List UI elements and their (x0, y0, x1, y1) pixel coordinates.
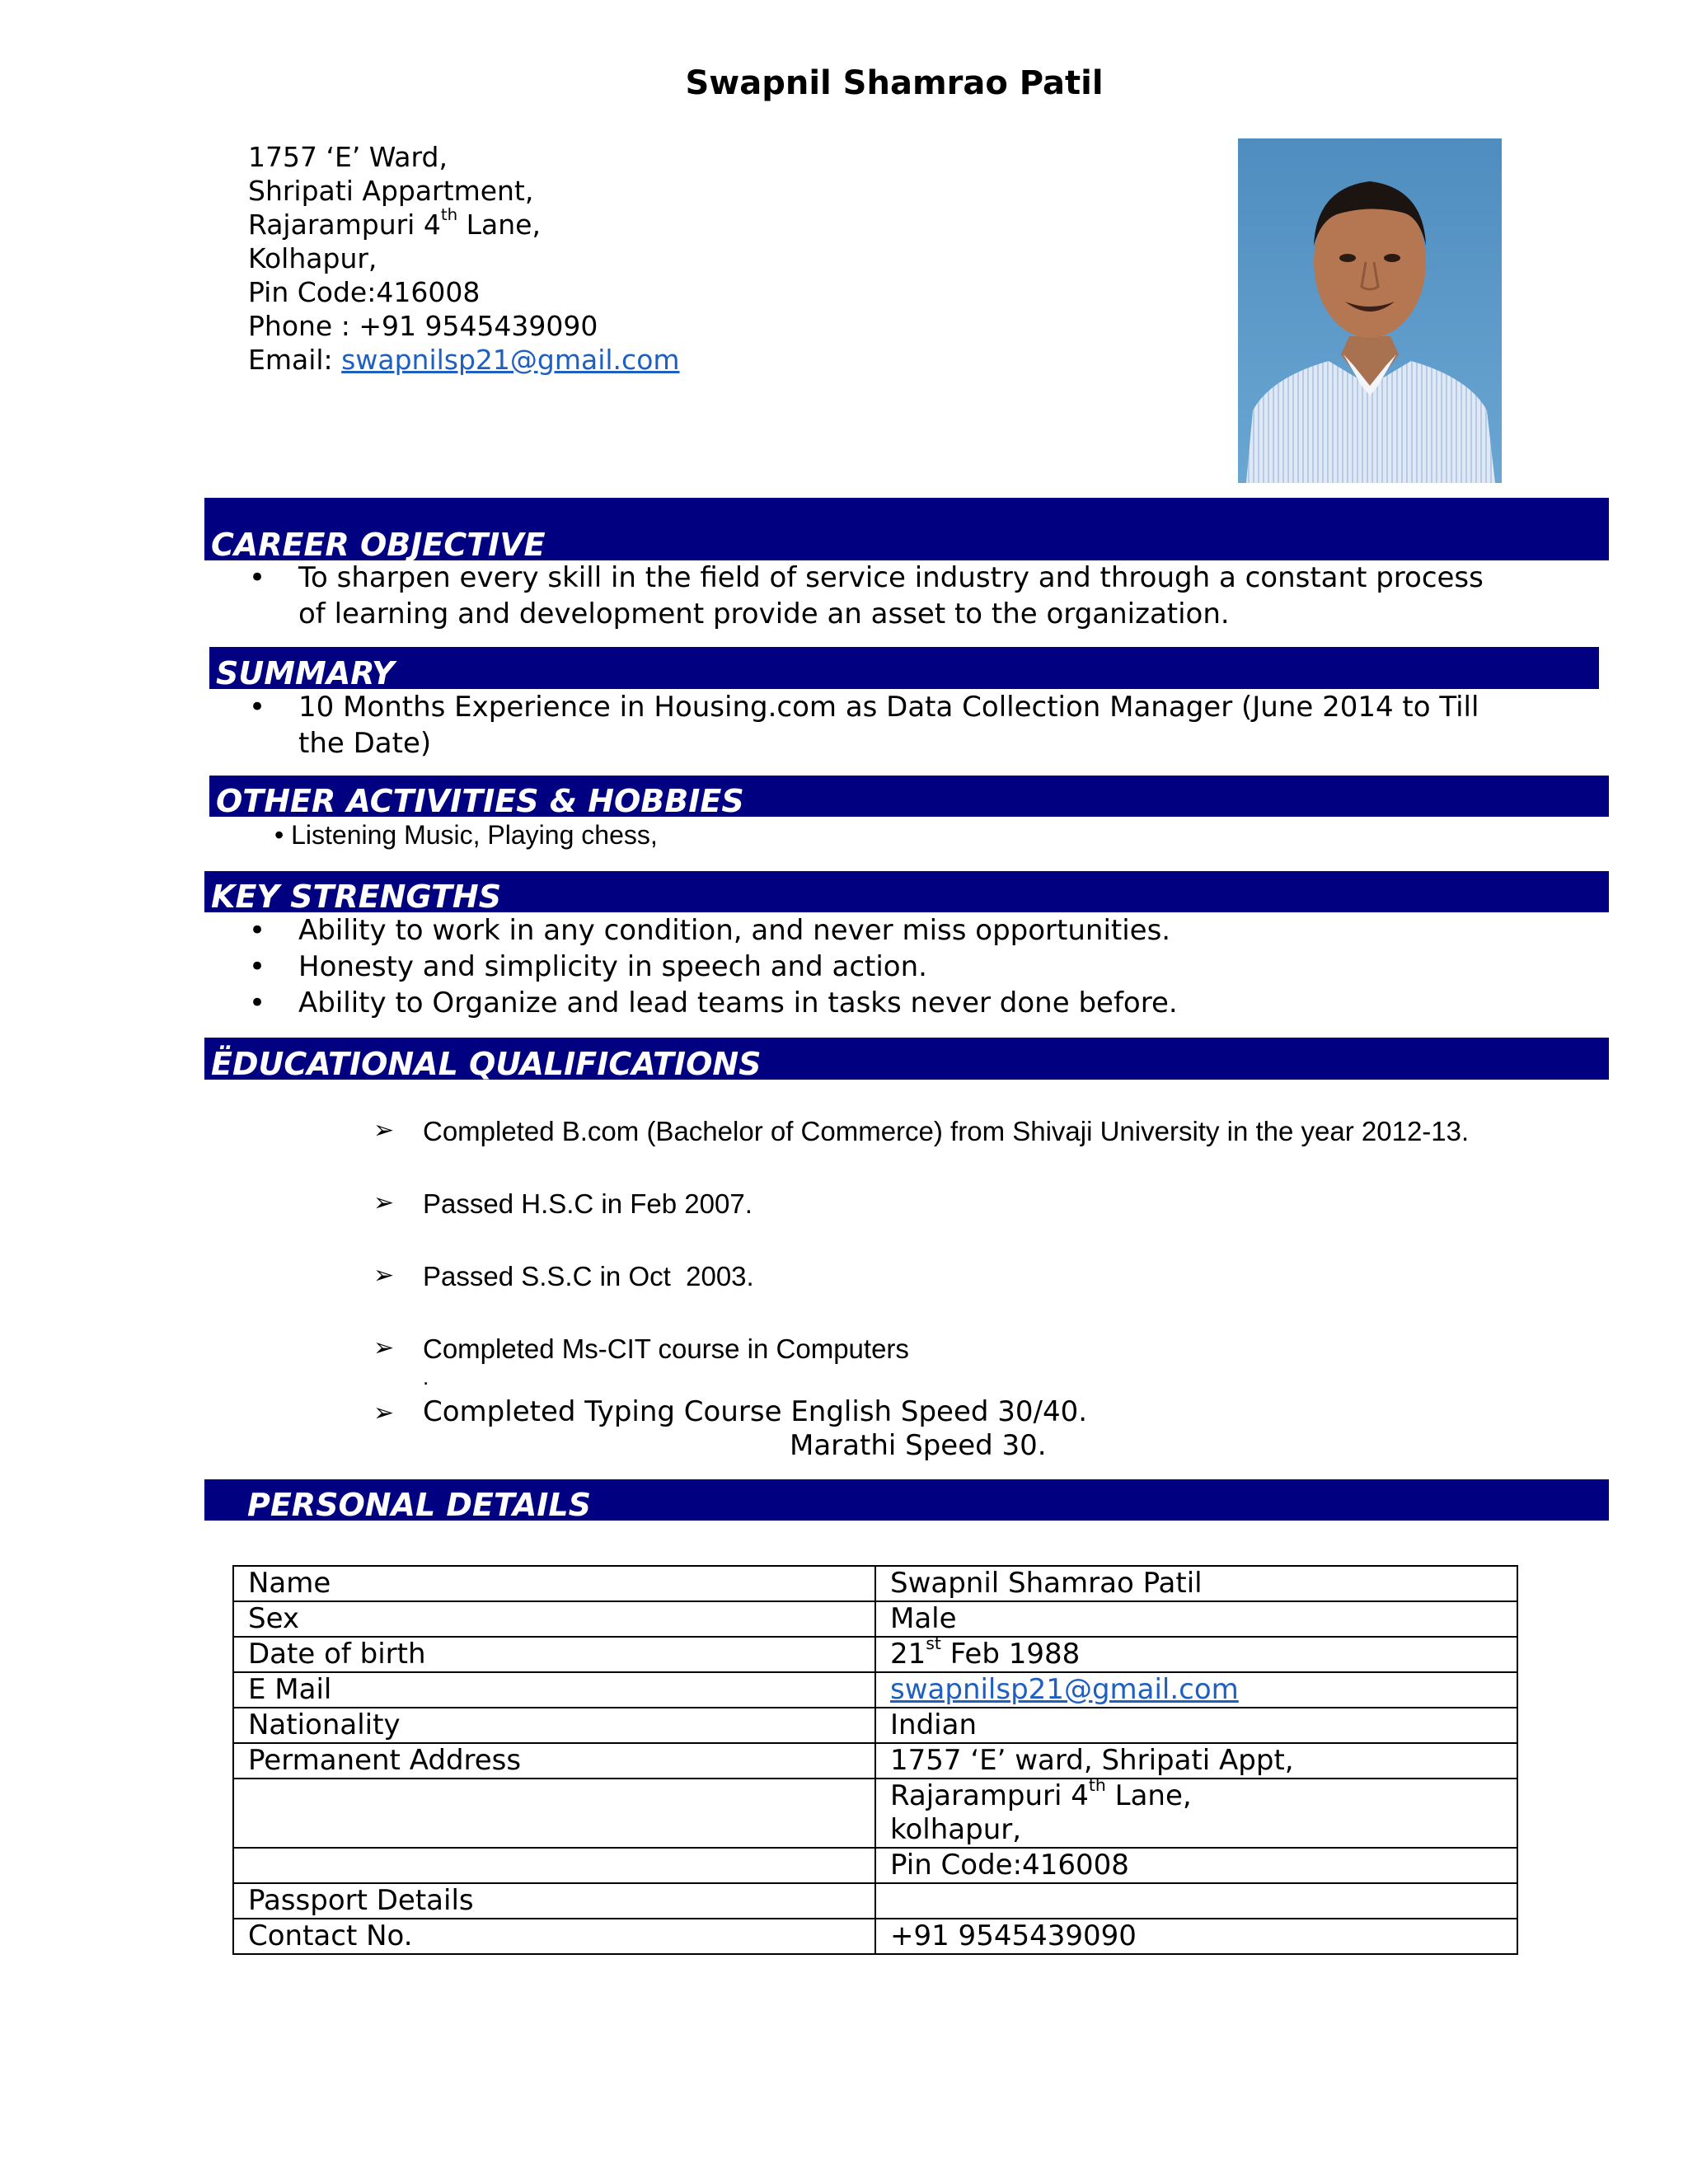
section-education-header (204, 1038, 1609, 1080)
table-cell-label: Permanent Address (233, 1743, 875, 1779)
table-cell-value: Rajarampuri 4th Lane, kolhapur, (875, 1779, 1517, 1848)
hobbies-list (274, 820, 658, 851)
profile-photo (1238, 138, 1502, 483)
list-item: • To sharpen every skill in the field of service industry and through a constant process of learning and development provide an asset to the organization. (249, 561, 1484, 630)
career-objective-list (249, 560, 1518, 632)
arrow-bullet-icon: ➢ (373, 1189, 395, 1216)
stray-dot: . (423, 1365, 429, 1390)
section-title: PERSONAL DETAILS (247, 1487, 591, 1523)
table-cell-value: Pin Code:416008 (875, 1848, 1517, 1883)
section-title: CAREER OBJECTIVE (211, 527, 546, 563)
table-row (233, 1637, 1517, 1672)
table-cell-label (233, 1848, 875, 1883)
table-row (233, 1919, 1517, 1954)
personal-details-table (232, 1565, 1518, 1955)
table-row (233, 1848, 1517, 1883)
table-cell-label: Date of birth (233, 1637, 875, 1672)
table-row (233, 1708, 1517, 1743)
email-link[interactable]: swapnilsp21@gmail.com (341, 344, 680, 376)
table-row (233, 1883, 1517, 1919)
arrow-bullet-icon: ➢ (373, 1117, 395, 1144)
list-item: • Ability to work in any condition, and never miss opportunities. (249, 914, 1171, 947)
list-item: • Listening Music, Playing chess, (274, 820, 658, 850)
table-cell-value: 21st Feb 1988 (875, 1637, 1517, 1672)
table-cell-label: Passport Details (233, 1883, 875, 1919)
list-item: • 10 Months Experience in Housing.com as Data Collection Manager (June 2014 to Till the Date) (249, 691, 1479, 760)
table-row (233, 1779, 1517, 1848)
education-item: ➢ Completed B.com (Bachelor of Commerce) from Shivaji University in the year 2012-13. (373, 1116, 1470, 1146)
arrow-bullet-icon: ➢ (373, 1262, 395, 1289)
table-row (233, 1672, 1517, 1708)
address-line: Rajarampuri 4th Lane, (248, 205, 541, 241)
section-title: OTHER ACTIVITIES & HOBBIES (216, 783, 744, 819)
section-hobbies-header (209, 776, 1609, 817)
address-city: Kolhapur, (248, 242, 377, 274)
section-strengths-header (204, 871, 1609, 915)
table-cell-label (233, 1779, 875, 1848)
table-cell-value: Swapnil Shamrao Patil (875, 1566, 1517, 1601)
table-row (233, 1743, 1517, 1779)
table-cell-label: Sex (233, 1601, 875, 1637)
typing-speed-marathi: Marathi Speed 30. (790, 1429, 1047, 1462)
table-cell-value: 1757 ‘E’ ward, Shripati Appt, (875, 1743, 1517, 1779)
summary-list (249, 689, 1485, 762)
address-line: Shripati Appartment, (248, 175, 534, 207)
section-title: SUMMARY (216, 655, 395, 691)
section-career-objective-header (204, 498, 1609, 563)
email-line: Email: swapnilsp21@gmail.com (248, 344, 680, 376)
email-link[interactable]: swapnilsp21@gmail.com (890, 1673, 1239, 1706)
table-row (233, 1566, 1517, 1601)
pin-code: Pin Code:416008 (248, 276, 481, 308)
education-item: ➢ Completed Ms-CIT course in Computers (373, 1333, 909, 1364)
section-summary-header (209, 647, 1599, 689)
table-cell-label: E Mail (233, 1672, 875, 1708)
table-cell-value (875, 1883, 1517, 1919)
education-item: ➢ Passed H.S.C in Feb 2007. (373, 1188, 753, 1219)
list-item: • Honesty and simplicity in speech and action. (249, 950, 927, 983)
section-title: ËDUCATIONAL QUALIFICATIONS (211, 1046, 762, 1082)
table-cell-value (875, 1672, 1517, 1708)
address-line: 1757 ‘E’ Ward, (248, 141, 448, 173)
section-personal-header (204, 1479, 1609, 1521)
table-cell-label: Contact No. (233, 1919, 875, 1954)
table-cell-label: Nationality (233, 1708, 875, 1743)
contact-block (248, 140, 680, 377)
education-item: ➢ Completed Typing Course English Speed 30/40. (373, 1395, 1088, 1428)
arrow-bullet-icon: ➢ (373, 1399, 395, 1427)
table-cell-value: +91 9545439090 (875, 1919, 1517, 1954)
table-cell-value: Indian (875, 1708, 1517, 1743)
list-item: • Ability to Organize and lead teams in tasks never done before. (249, 987, 1178, 1019)
page-title: Swapnil Shamrao Patil (685, 64, 1104, 102)
table-row (233, 1601, 1517, 1637)
table-cell-label: Name (233, 1566, 875, 1601)
section-title: KEY STRENGTHS (211, 879, 502, 915)
education-item: ➢ Passed S.S.C in Oct 2003. (373, 1261, 754, 1291)
phone: Phone : +91 9545439090 (248, 310, 598, 342)
table-cell-value: Male (875, 1601, 1517, 1637)
arrow-bullet-icon: ➢ (373, 1334, 395, 1361)
strengths-list (249, 912, 1518, 1021)
